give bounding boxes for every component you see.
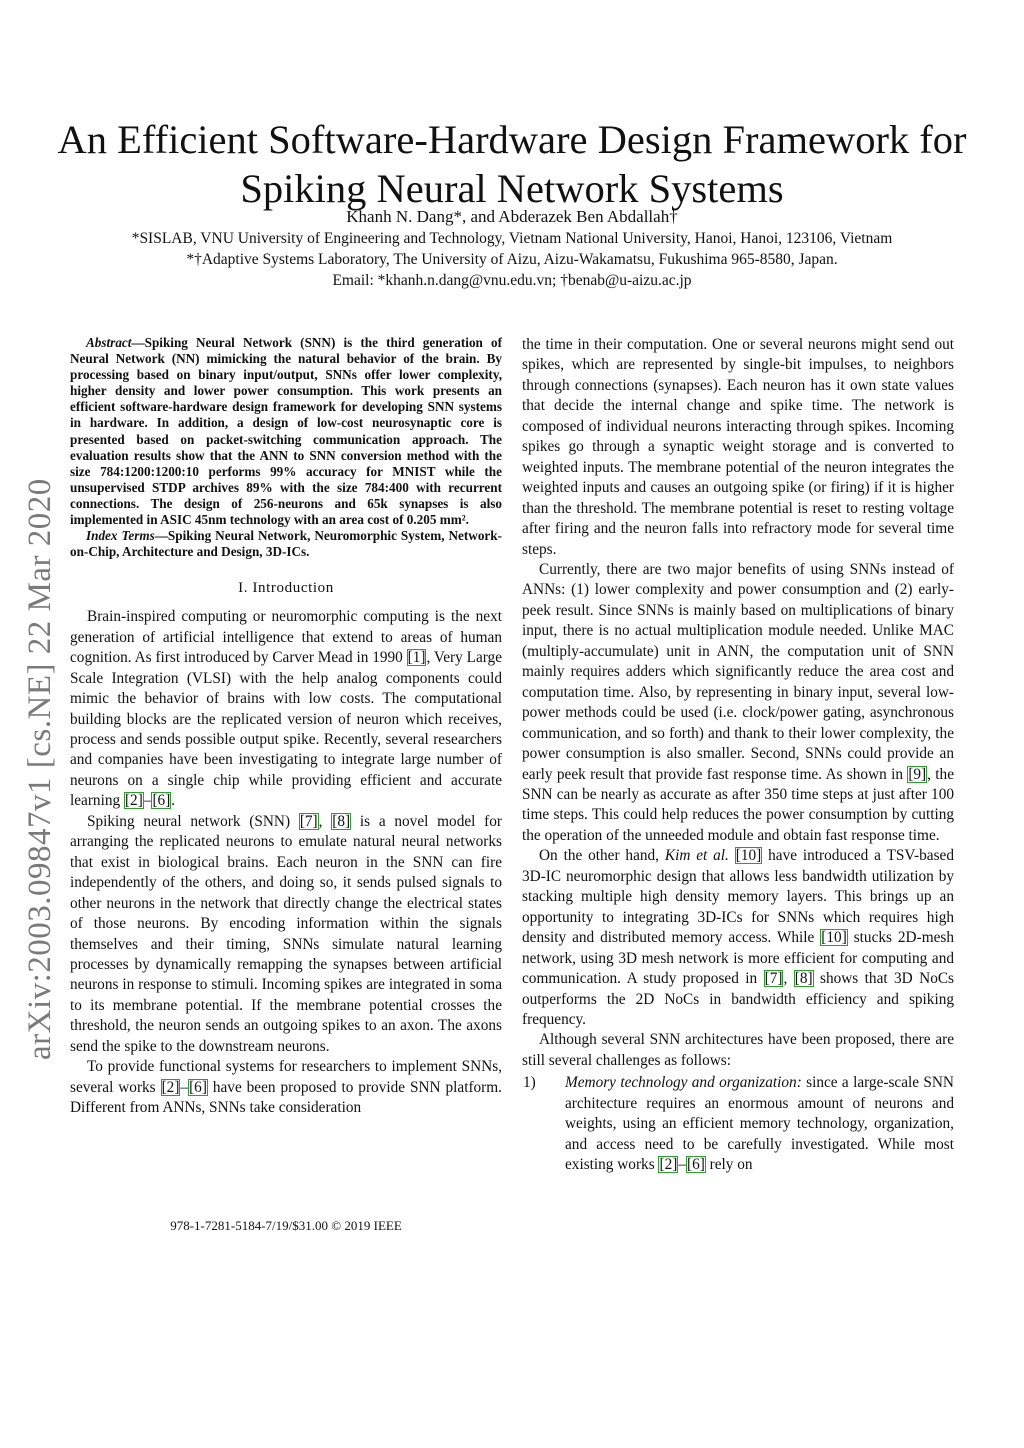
introduction-body-continued — [522, 335, 954, 1176]
list-item — [522, 1073, 954, 1175]
citation-link[interactable]: [10] — [821, 929, 847, 947]
paragraph: To provide functional systems for researchers to implement SNNs, several works [2]–[6] have been proposed to provide SNN platform. Different from ANNs, SNNs take consideration — [70, 1058, 502, 1117]
citation-link[interactable]: [9] — [908, 765, 927, 783]
abstract — [70, 335, 502, 560]
arxiv-margin-stamp: arXiv:2003.09847v1 [cs.NE] 22 Mar 2020 — [22, 478, 58, 1060]
copyright-footer: 978-1-7281-5184-7/19/$31.00 © 2019 IEEE — [170, 1218, 402, 1233]
abstract-text: —Spiking Neural Network (SNN) is the third generation of Neural Network (NN) mimicking the natural behavior of the brain. By processing based on binary input/output, SNNs offer lower complexity, higher density and lower power consumption. This work presents an efficient software-hardware design framework for developing SNN systems in hardware. In addition, a design of low-cost neurosynaptic core is presented based on packet-switching communication approach. The evaluation results show that the ANN to SNN conversion method with the size 784:1200:1200:10 performs 99% accuracy for MNIST while the unsupervised STDP archives 89% with the size 784:400 with recurrent connections. The design of 256-neurons and 65k synapses is also implemented in ASIC 45nm technology with an area cost of 0.205 mm². — [70, 335, 502, 528]
abstract-label: Abstract — [86, 335, 132, 350]
paragraph: the time in their computation. One or several neurons might send out spikes, which are represented by single-bit impulses, to neighbors through connections (synapses). Each neuron has it own state values that decide the internal change and spike time. The network is composed of individual neurons interacting through spikes. Incoming spikes go through a synaptic weight storage and is converted to weighted inputs. The membrane potential of the neuron integrates the weighted inputs and causes an outgoing spike (or firing) if it is higher than the threshold. The membrane potential is reset to resting voltage after firing and the neuron falls into refractory mode for several time steps. — [522, 336, 954, 558]
abstract-paragraph — [70, 335, 502, 528]
author-emails: Email: *khanh.n.dang@vnu.edu.vn; †benab@u-aizu.ac.jp — [332, 272, 692, 289]
list-item-text: Memory technology and organization: since a large-scale SNN architecture requires an enormous amount of neurons and weights, using an efficient memory technology, organization, and access need to be carefully investigated. While most existing works [2]–[6] rely on — [565, 1074, 954, 1174]
challenge-list — [522, 1073, 954, 1175]
left-column — [70, 335, 502, 1119]
paper-title: An Efficient Software-Hardware Design Framework for Spiking Neural Network Systems — [57, 117, 967, 212]
paragraph: Although several SNN architectures have been proposed, there are still several challenges as follows: — [522, 1031, 954, 1069]
affiliation-2: *†Adaptive Systems Laboratory, The University of Aizu, Aizu-Wakamatsu, Fukushima 965-8580, Japan. — [186, 251, 838, 268]
index-terms-label: Index Terms — [86, 528, 155, 544]
affiliation-1: *SISLAB, VNU University of Engineering and Technology, Vietnam National University, Hanoi, Hanoi, 123106, Vietnam — [131, 230, 893, 247]
paragraph: Currently, there are two major benefits of using SNNs instead of ANNs: (1) lower complexity and power consumption and (2) early-peek result. Since SNNs is mainly based on multiplications of binary input, there is no actual multiplication module needed. Unlike MAC (multiply-accumulate) unit in ANN, the computation unit of SNN mainly requires adders which significantly reduce the area cost and computation time. Also, by representing in binary input, several low-power methods could be used (i.e. clock/power gating, asynchronous communication, and so forth) and thank to their lower complexity, the power consumption is also smaller. Second, SNNs could provide an early peek result that provide fast response time. As shown in [9], the SNN can be nearly as accurate as after 350 time steps at just after 100 time steps. This could help reduces the power consumption by cutting the operation of the unneeded module and obtain fast response time. — [522, 560, 954, 844]
introduction-body — [70, 607, 502, 1118]
citation-link[interactable]: [7] — [764, 970, 783, 988]
citation-link[interactable]: [7] — [299, 812, 318, 830]
citation-link[interactable]: [8] — [332, 812, 351, 830]
author-block — [0, 206, 1024, 291]
citation-link[interactable]: [6] — [686, 1156, 705, 1174]
citation-link[interactable]: [6] — [189, 1078, 207, 1096]
citation-link[interactable]: [6] — [152, 792, 171, 810]
index-terms — [70, 528, 502, 560]
citation-link[interactable]: [2] — [659, 1156, 678, 1174]
citation-link[interactable]: [8] — [794, 970, 813, 988]
citation-link[interactable]: [2] — [124, 792, 143, 810]
citation-link[interactable]: [2] — [161, 1078, 180, 1096]
author-names: Khanh N. Dang*, and Abderazek Ben Abdallah† — [346, 207, 678, 226]
paragraph: Spiking neural network (SNN) [7], [8] is a novel model for arranging the replicated neurons to emulate natural neural networks that exist in biological brains. Each neuron in the SNN can fire independently of the others, and doing so, it sends pulsed signals to other neurons in the network that directly change the electrical states of those neurons. By encoding information within the signals themselves and their timing, SNNs simulate natural learning processes by dynamically remapping the synapses between artificial neurons in response to stimuli. Incoming spikes are integrated in soma to its membrane potential. If the membrane potential crosses the threshold, the neuron sends an outgoing spikes to an axon. The axons send the spike to the downstream neurons. — [70, 812, 502, 1055]
section-heading-introduction: I. Introduction — [238, 580, 334, 597]
index-terms-text: —Spiking Neural Network, Neuromorphic System, Network-on-Chip, Architecture and Design, 3D-ICs. — [70, 528, 502, 560]
citation-link[interactable]: [10] — [735, 847, 762, 865]
paragraph: On the other hand, Kim et al. [10] have introduced a TSV-based 3D-IC neuromorphic design that allows less bandwidth utilization by stacking multiple high density memory layers. This brings up an opportunity to integrating 3D-ICs for SNNs which requires high density and distributed memory access. While [10] stucks 2D-mesh network, using 3D mesh network is more efficient for computing and communication. A study proposed in [7], [8] shows that 3D NoCs outperforms the 2D NoCs in bandwidth efficiency and spiking frequency. — [522, 847, 955, 1028]
right-column — [522, 335, 954, 1176]
paragraph: Brain-inspired computing or neuromorphic computing is the next generation of artificial intelligence that extend to areas of human cognition. As first introduced by Carver Mead in 1990 [1], Very Large Scale Integration (VLSI) with the help analog components could mimic the behavior of brains with low costs. The computational building blocks are the replicated version of neuron which receives, process and sends possible output spike. Recently, several researchers and companies have been investigating to integrate large number of neurons on a single chip while providing efficient and accurate learning [2]–[6]. — [70, 608, 502, 810]
citation-link[interactable]: [1] — [407, 649, 426, 667]
list-number: 1) — [523, 1074, 536, 1092]
